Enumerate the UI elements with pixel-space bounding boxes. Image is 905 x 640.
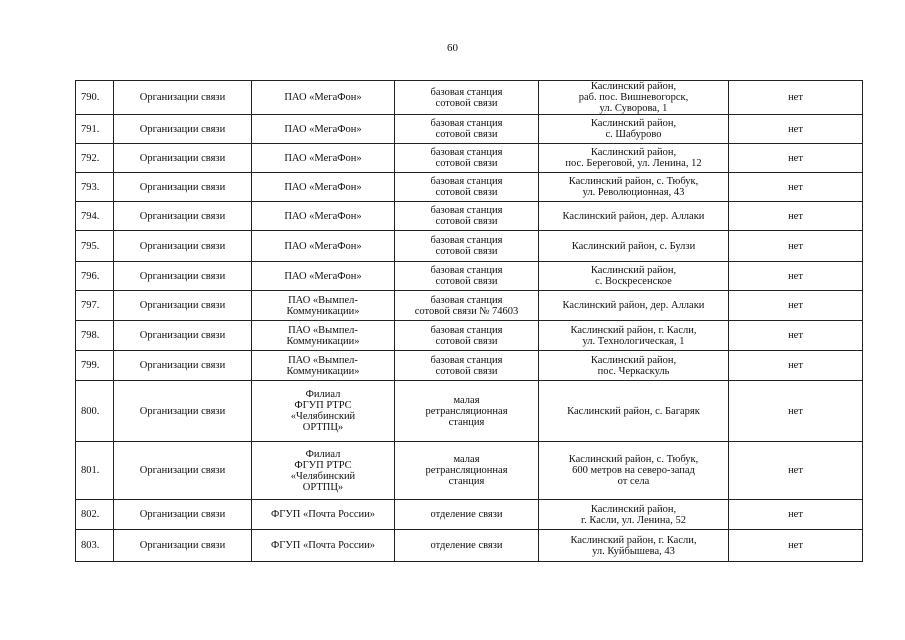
cell-category: Организации связи bbox=[114, 262, 252, 291]
table-row bbox=[76, 81, 863, 115]
cell-status: нет bbox=[729, 231, 863, 262]
table-row bbox=[76, 202, 863, 231]
cell-category: Организации связи bbox=[114, 500, 252, 530]
cell-owner: ПАО «МегаФон» bbox=[252, 262, 395, 291]
cell-status: нет bbox=[729, 173, 863, 202]
cell-status: нет bbox=[729, 530, 863, 562]
cell-status: нет bbox=[729, 321, 863, 351]
cell-address: Каслинский район, г. Касли, ул. Технологическая, 1 bbox=[539, 321, 729, 351]
cell-object-type: базовая станция сотовой связи bbox=[395, 202, 539, 231]
cell-address: Каслинский район, с. Воскресенское bbox=[539, 262, 729, 291]
cell-status: нет bbox=[729, 442, 863, 500]
cell-address: Каслинский район, с. Багаряк bbox=[539, 381, 729, 442]
cell-status: нет bbox=[729, 381, 863, 442]
cell-address: Каслинский район, г. Касли, ул. Куйбышева, 43 bbox=[539, 530, 729, 562]
cell-row-number: 801. bbox=[76, 442, 114, 500]
cell-row-number: 792. bbox=[76, 144, 114, 173]
cell-owner: ФГУП «Почта России» bbox=[252, 500, 395, 530]
page-number: 60 bbox=[447, 42, 458, 54]
registry-table-body bbox=[76, 81, 863, 562]
cell-owner: ПАО «МегаФон» bbox=[252, 202, 395, 231]
table-row bbox=[76, 381, 863, 442]
cell-address: Каслинский район, с. Тюбук, 600 метров на северо-запад от села bbox=[539, 442, 729, 500]
cell-row-number: 790. bbox=[76, 81, 114, 115]
cell-category: Организации связи bbox=[114, 291, 252, 321]
cell-object-type: базовая станция сотовой связи bbox=[395, 351, 539, 381]
cell-object-type: базовая станция сотовой связи № 74603 bbox=[395, 291, 539, 321]
cell-address: Каслинский район, пос. Береговой, ул. Ленина, 12 bbox=[539, 144, 729, 173]
cell-row-number: 803. bbox=[76, 530, 114, 562]
cell-object-type: малая ретрансляционная станция bbox=[395, 381, 539, 442]
cell-row-number: 800. bbox=[76, 381, 114, 442]
registry-table bbox=[75, 80, 863, 562]
cell-row-number: 797. bbox=[76, 291, 114, 321]
table-row bbox=[76, 173, 863, 202]
cell-status: нет bbox=[729, 291, 863, 321]
cell-category: Организации связи bbox=[114, 381, 252, 442]
cell-category: Организации связи bbox=[114, 321, 252, 351]
cell-owner: ПАО «Вымпел- Коммуникации» bbox=[252, 351, 395, 381]
cell-address: Каслинский район, раб. пос. Вишневогорск, ул. Суворова, 1 bbox=[539, 81, 729, 115]
table-row bbox=[76, 500, 863, 530]
cell-address: Каслинский район, с. Шабурово bbox=[539, 115, 729, 144]
cell-object-type: базовая станция сотовой связи bbox=[395, 262, 539, 291]
table-row bbox=[76, 262, 863, 291]
table-row bbox=[76, 115, 863, 144]
cell-object-type: базовая станция сотовой связи bbox=[395, 231, 539, 262]
cell-row-number: 796. bbox=[76, 262, 114, 291]
cell-owner: Филиал ФГУП РТРС «Челябинский ОРТПЦ» bbox=[252, 381, 395, 442]
cell-category: Организации связи bbox=[114, 202, 252, 231]
cell-owner: ПАО «Вымпел- Коммуникации» bbox=[252, 291, 395, 321]
cell-owner: ПАО «МегаФон» bbox=[252, 144, 395, 173]
cell-status: нет bbox=[729, 500, 863, 530]
cell-row-number: 791. bbox=[76, 115, 114, 144]
cell-owner: ПАО «Вымпел- Коммуникации» bbox=[252, 321, 395, 351]
cell-address: Каслинский район, пос. Черкаскуль bbox=[539, 351, 729, 381]
cell-category: Организации связи bbox=[114, 442, 252, 500]
cell-status: нет bbox=[729, 262, 863, 291]
table-row bbox=[76, 351, 863, 381]
cell-object-type: базовая станция сотовой связи bbox=[395, 144, 539, 173]
cell-owner: Филиал ФГУП РТРС «Челябинский ОРТПЦ» bbox=[252, 442, 395, 500]
cell-status: нет bbox=[729, 144, 863, 173]
cell-row-number: 793. bbox=[76, 173, 114, 202]
cell-category: Организации связи bbox=[114, 144, 252, 173]
cell-owner: ПАО «МегаФон» bbox=[252, 115, 395, 144]
cell-category: Организации связи bbox=[114, 81, 252, 115]
cell-address: Каслинский район, дер. Аллаки bbox=[539, 202, 729, 231]
cell-row-number: 794. bbox=[76, 202, 114, 231]
cell-status: нет bbox=[729, 115, 863, 144]
table-row bbox=[76, 291, 863, 321]
cell-object-type: базовая станция сотовой связи bbox=[395, 115, 539, 144]
cell-object-type: базовая станция сотовой связи bbox=[395, 173, 539, 202]
cell-address: Каслинский район, г. Касли, ул. Ленина, 52 bbox=[539, 500, 729, 530]
cell-category: Организации связи bbox=[114, 351, 252, 381]
cell-category: Организации связи bbox=[114, 173, 252, 202]
cell-category: Организации связи bbox=[114, 115, 252, 144]
cell-address: Каслинский район, дер. Аллаки bbox=[539, 291, 729, 321]
cell-owner: ПАО «МегаФон» bbox=[252, 81, 395, 115]
table-row bbox=[76, 530, 863, 562]
cell-owner: ПАО «МегаФон» bbox=[252, 173, 395, 202]
table-row bbox=[76, 442, 863, 500]
cell-category: Организации связи bbox=[114, 231, 252, 262]
cell-category: Организации связи bbox=[114, 530, 252, 562]
cell-owner: ПАО «МегаФон» bbox=[252, 231, 395, 262]
cell-row-number: 802. bbox=[76, 500, 114, 530]
cell-object-type: отделение связи bbox=[395, 500, 539, 530]
cell-object-type: базовая станция сотовой связи bbox=[395, 321, 539, 351]
cell-object-type: базовая станция сотовой связи bbox=[395, 81, 539, 115]
cell-status: нет bbox=[729, 351, 863, 381]
cell-status: нет bbox=[729, 202, 863, 231]
table-row bbox=[76, 321, 863, 351]
cell-address: Каслинский район, с. Булзи bbox=[539, 231, 729, 262]
cell-object-type: отделение связи bbox=[395, 530, 539, 562]
cell-object-type: малая ретрансляционная станция bbox=[395, 442, 539, 500]
cell-status: нет bbox=[729, 81, 863, 115]
table-row bbox=[76, 231, 863, 262]
table-row bbox=[76, 144, 863, 173]
cell-row-number: 795. bbox=[76, 231, 114, 262]
cell-address: Каслинский район, с. Тюбук, ул. Революционная, 43 bbox=[539, 173, 729, 202]
cell-row-number: 799. bbox=[76, 351, 114, 381]
cell-row-number: 798. bbox=[76, 321, 114, 351]
cell-owner: ФГУП «Почта России» bbox=[252, 530, 395, 562]
